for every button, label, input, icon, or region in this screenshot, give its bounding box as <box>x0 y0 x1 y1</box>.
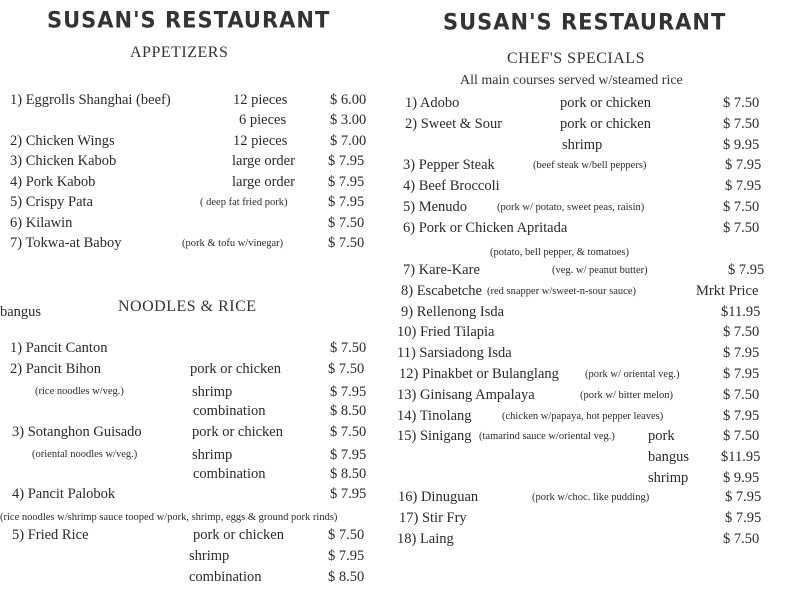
menu-item-detail: combination <box>193 466 266 482</box>
menu-item-price: $ 7.50 <box>723 220 760 236</box>
menu-item-price: $ 7.95 <box>723 366 760 382</box>
menu-item-detail: (pork w/ potato, sweet peas, raisin) <box>497 202 645 213</box>
menu-item-detail: (veg. w/ peanut butter) <box>552 265 648 276</box>
menu-item-name: 1) Eggrolls Shanghai (beef) <box>10 92 171 108</box>
menu-item-detail: shrimp <box>562 137 603 153</box>
menu-item-note: (oriental noodles w/veg.) <box>32 449 138 460</box>
menu-item-detail: (red snapper w/sweet-n-sour sauce) <box>487 286 636 297</box>
menu-item-price: $ 8.50 <box>330 466 367 482</box>
menu-item-detail: pork or chicken <box>190 361 281 377</box>
menu-item-price: $ 7.95 <box>328 153 365 169</box>
menu-item-detail: shrimp <box>192 384 233 400</box>
menu-item-price: $ 7.95 <box>723 408 760 424</box>
menu-item-price: $11.95 <box>721 449 761 465</box>
menu-item-detail: shrimp <box>189 548 230 564</box>
menu-item-detail: combination <box>189 569 262 585</box>
menu-item-price: $ 7.50 <box>328 235 365 251</box>
menu-item-price: $ 7.50 <box>723 387 760 403</box>
menu-item-price: $ 8.50 <box>330 403 367 419</box>
menu-item-detail: (potato, bell pepper, & tomatoes) <box>490 247 629 258</box>
menu-item-price: $ 7.50 <box>328 527 365 543</box>
menu-item-name: 15) Sinigang <box>397 428 472 444</box>
chefs-specials-subtitle: All main courses served w/steamed rice <box>460 73 683 88</box>
chefs-specials-heading: CHEF'S SPECIALS <box>507 50 645 67</box>
menu-item-variant: bangus <box>648 449 690 465</box>
menu-item-name: 5) Crispy Pata <box>10 194 93 210</box>
menu-item-detail: ( deep fat fried pork) <box>200 197 288 208</box>
menu-item-price: $ 7.95 <box>330 384 367 400</box>
menu-item-name: 10) Fried Tilapia <box>397 324 495 340</box>
menu-item-name: 14) Tinolang <box>397 408 472 424</box>
menu-item-name: 6) Pork or Chicken Apritada <box>403 220 568 236</box>
menu-item-detail: (pork & tofu w/vinegar) <box>182 238 284 249</box>
menu-item-detail: 12 pieces <box>233 133 288 149</box>
menu-item-name: 17) Stir Fry <box>399 510 467 526</box>
menu-item-detail: pork or chicken <box>193 527 284 543</box>
menu-item-price: $ 7.50 <box>723 199 760 215</box>
menu-item-price: $ 7.50 <box>328 361 365 377</box>
menu-item-name: 7) Tokwa-at Baboy <box>10 235 122 251</box>
menu-item-price: $ 3.00 <box>330 112 367 128</box>
menu-item-price: $ 7.95 <box>328 194 365 210</box>
menu-item-detail: large order <box>232 174 295 190</box>
menu-item-name: 6) Kilawin <box>10 215 73 231</box>
menu-item-name: 5) Fried Rice <box>12 527 89 543</box>
menu-item-name: 13) Ginisang Ampalaya <box>397 387 535 403</box>
menu-item-name: 4) Pork Kabob <box>10 174 96 190</box>
menu-item-detail: shrimp <box>192 447 233 463</box>
menu-item-price: $ 7.95 <box>728 262 765 278</box>
menu-item-price: $ 7.50 <box>330 424 367 440</box>
menu-item-price: $ 7.50 <box>723 324 760 340</box>
menu-item-detail: (tamarind sauce w/oriental veg.) <box>479 431 615 442</box>
menu-item-detail: bangus <box>0 304 42 320</box>
menu-item-price: $ 7.95 <box>328 548 365 564</box>
menu-item-detail: pork or chicken <box>192 424 283 440</box>
menu-item-price: $ 7.50 <box>723 116 760 132</box>
menu-item-variant: pork <box>648 428 675 444</box>
appetizers-heading: APPETIZERS <box>130 44 229 61</box>
menu-item-name: 8) Escabetche <box>401 283 482 299</box>
menu-item-name: 9) Rellenong Isda <box>401 304 505 320</box>
menu-item-price: $ 7.95 <box>725 510 762 526</box>
menu-item-price: $ 8.50 <box>328 569 365 585</box>
menu-item-price: $ 7.95 <box>328 174 365 190</box>
menu-item-price: $ 7.50 <box>723 531 760 547</box>
menu-item-name: 4) Pancit Palobok <box>12 486 116 502</box>
menu-item-detail: combination <box>193 403 266 419</box>
menu-item-name: 2) Pancit Bihon <box>10 361 102 377</box>
menu-item-price: $ 7.50 <box>723 95 760 111</box>
menu-item-price: Mrkt Price <box>696 283 759 299</box>
menu-item-variant: shrimp <box>648 470 689 486</box>
menu-item-name: 4) Beef Broccoli <box>403 178 500 194</box>
menu-item-name: 1) Adobo <box>405 95 460 111</box>
menu-item-name: 3) Pepper Steak <box>403 157 495 173</box>
menu-item-price: $ 7.00 <box>330 133 367 149</box>
menu-item-name: 5) Menudo <box>403 199 468 215</box>
menu-item-name: 12) Pinakbet or Bulanglang <box>399 366 559 382</box>
menu-item-name: 11) Sarsiadong Isda <box>397 345 512 361</box>
menu-item-detail: pork or chicken <box>560 95 651 111</box>
menu-item-detail: 6 pieces <box>239 112 287 128</box>
menu-item-detail: 12 pieces <box>233 92 288 108</box>
menu-item-detail: pork or chicken <box>560 116 651 132</box>
menu-item-note: (rice noodles w/veg.) <box>35 386 124 397</box>
menu-item-name: 7) Kare-Kare <box>403 262 480 278</box>
menu-item-price: $ 6.00 <box>330 92 367 108</box>
menu-item-name: 2) Sweet & Sour <box>405 116 503 132</box>
menu-item-price: $ 7.50 <box>328 215 365 231</box>
menu-item-price: $ 9.95 <box>723 137 760 153</box>
menu-item-price: $ 7.50 <box>723 428 760 444</box>
menu-item-name: 3) Chicken Kabob <box>10 153 117 169</box>
menu-item-name: 16) Dinuguan <box>398 489 479 505</box>
menu-item-price: $ 7.95 <box>725 178 762 194</box>
menu-item-detail: large order <box>232 153 295 169</box>
menu-item-price: $ 7.95 <box>723 345 760 361</box>
menu-item-note: (rice noodles w/shrimp sauce tooped w/pork, shrimp, eggs & ground pork rinds) <box>0 512 338 523</box>
menu-item-name: 1) Pancit Canton <box>10 340 108 356</box>
menu-item-price: $ 7.95 <box>725 157 762 173</box>
menu-item-price: $ 7.95 <box>725 489 762 505</box>
menu-item-price: $ 7.50 <box>330 340 367 356</box>
menu-item-name: 18) Laing <box>397 531 454 547</box>
noodles-heading: NOODLES & RICE <box>118 298 257 315</box>
menu-item-detail: (chicken w/papaya, hot pepper leaves) <box>502 411 664 422</box>
right-restaurant-title: SUSAN'S RESTAURANT <box>443 9 727 35</box>
menu-item-price: $11.95 <box>721 304 761 320</box>
menu-item-price: $ 9.95 <box>723 470 760 486</box>
menu-item-name: 2) Chicken Wings <box>10 133 115 149</box>
menu-item-detail: (pork w/ bitter melon) <box>580 390 674 401</box>
menu-item-price: $ 7.95 <box>330 486 367 502</box>
menu-item-detail: (beef steak w/bell peppers) <box>533 160 647 171</box>
left-restaurant-title: SUSAN'S RESTAURANT <box>47 7 331 33</box>
menu-item-detail: (pork w/ oriental veg.) <box>585 369 680 380</box>
menu-item-detail: (pork w/choc. like pudding) <box>532 492 650 503</box>
menu-item-price: $ 7.95 <box>330 447 367 463</box>
menu-item-name: 3) Sotanghon Guisado <box>12 424 142 440</box>
